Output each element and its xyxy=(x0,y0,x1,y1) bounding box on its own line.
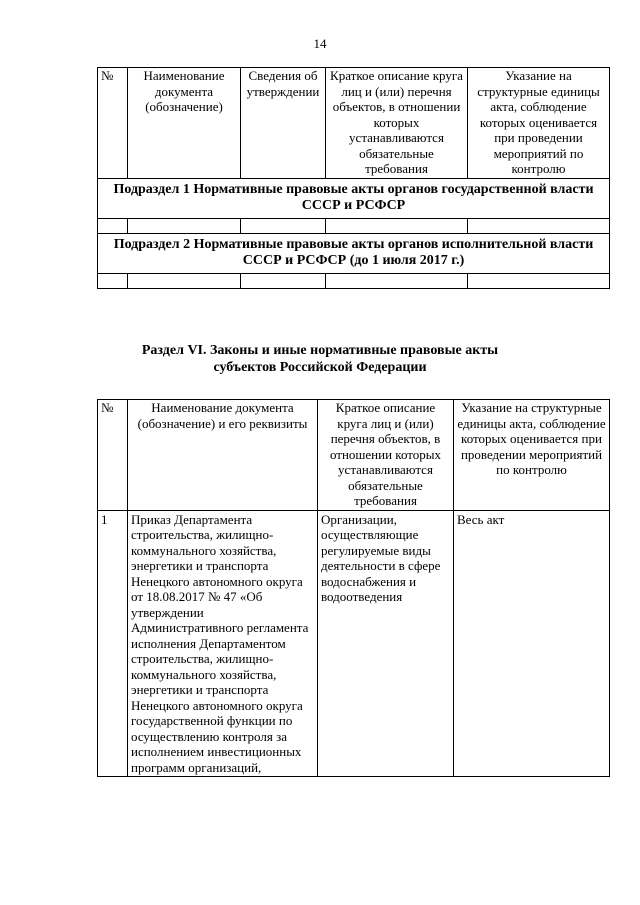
row-persons: Организации, осуществляющие регулируемые виды деятельности в сфере водоснабжения и водоотведения xyxy=(318,510,454,777)
header-units: Указание на структурные единицы акта, соблюдение которых оценивается при проведении мероприятий по контролю xyxy=(468,68,610,179)
table-federal-acts xyxy=(97,67,610,289)
row-document: Приказ Департамента строительства, жилищно-коммунального хозяйства, энергетики и транспорта Ненецкого автономного округа от 18.08.2017 № 47 «Об утверждении Административного регламента исполнения Департаментом строительства, жилищно-коммунального хозяйства, энергетики и транспорта Ненецкого автономного округа государственной функции по осуществлению контроля за исполнением инвестиционных программ организаций, xyxy=(128,510,318,777)
row-num: 1 xyxy=(98,510,128,777)
empty-row xyxy=(98,273,610,288)
empty-cell xyxy=(326,273,468,288)
row-units: Весь акт xyxy=(454,510,610,777)
empty-cell xyxy=(98,273,128,288)
header-persons: Краткое описание круга лиц и (или) перечня объектов, в отношении которых устанавливаются обязательные требования xyxy=(326,68,468,179)
empty-row xyxy=(98,218,610,233)
table-row xyxy=(98,510,610,777)
empty-cell xyxy=(241,273,326,288)
header-num: № xyxy=(98,68,128,179)
table-header-row xyxy=(98,68,610,179)
header-approval: Сведения об утверждении xyxy=(241,68,326,179)
header-doc-name: Наименование документа (обозначение) и его реквизиты xyxy=(128,400,318,511)
subsection-2-title: Подраздел 2 Нормативные правовые акты органов исполнительной власти СССР и РСФСР (до 1 июля 2017 г.) xyxy=(98,233,610,273)
subsection-row xyxy=(98,233,610,273)
empty-cell xyxy=(98,218,128,233)
section-title xyxy=(0,342,640,376)
header-num: № xyxy=(98,400,128,511)
subsection-row xyxy=(98,178,610,218)
page-number: 14 xyxy=(313,36,327,51)
table-regional-acts xyxy=(97,399,610,777)
empty-cell xyxy=(468,218,610,233)
empty-cell xyxy=(326,218,468,233)
empty-cell xyxy=(468,273,610,288)
empty-cell xyxy=(241,218,326,233)
subsection-1-title: Подраздел 1 Нормативные правовые акты органов государственной власти СССР и РСФСР xyxy=(98,178,610,218)
header-units: Указание на структурные единицы акта, соблюдение которых оценивается при проведении мероприятий по контролю xyxy=(454,400,610,511)
header-persons: Краткое описание круга лиц и (или) перечня объектов, в отношении которых устанавливаются обязательные требования xyxy=(318,400,454,511)
empty-cell xyxy=(128,218,241,233)
section-title-line1: Раздел VI. Законы и иные нормативные правовые акты xyxy=(141,343,499,358)
header-doc-name: Наименование документа (обозначение) xyxy=(128,68,241,179)
table-header-row xyxy=(98,400,610,511)
section-title-line2: субъектов Российской Федерации xyxy=(213,360,427,375)
empty-cell xyxy=(128,273,241,288)
